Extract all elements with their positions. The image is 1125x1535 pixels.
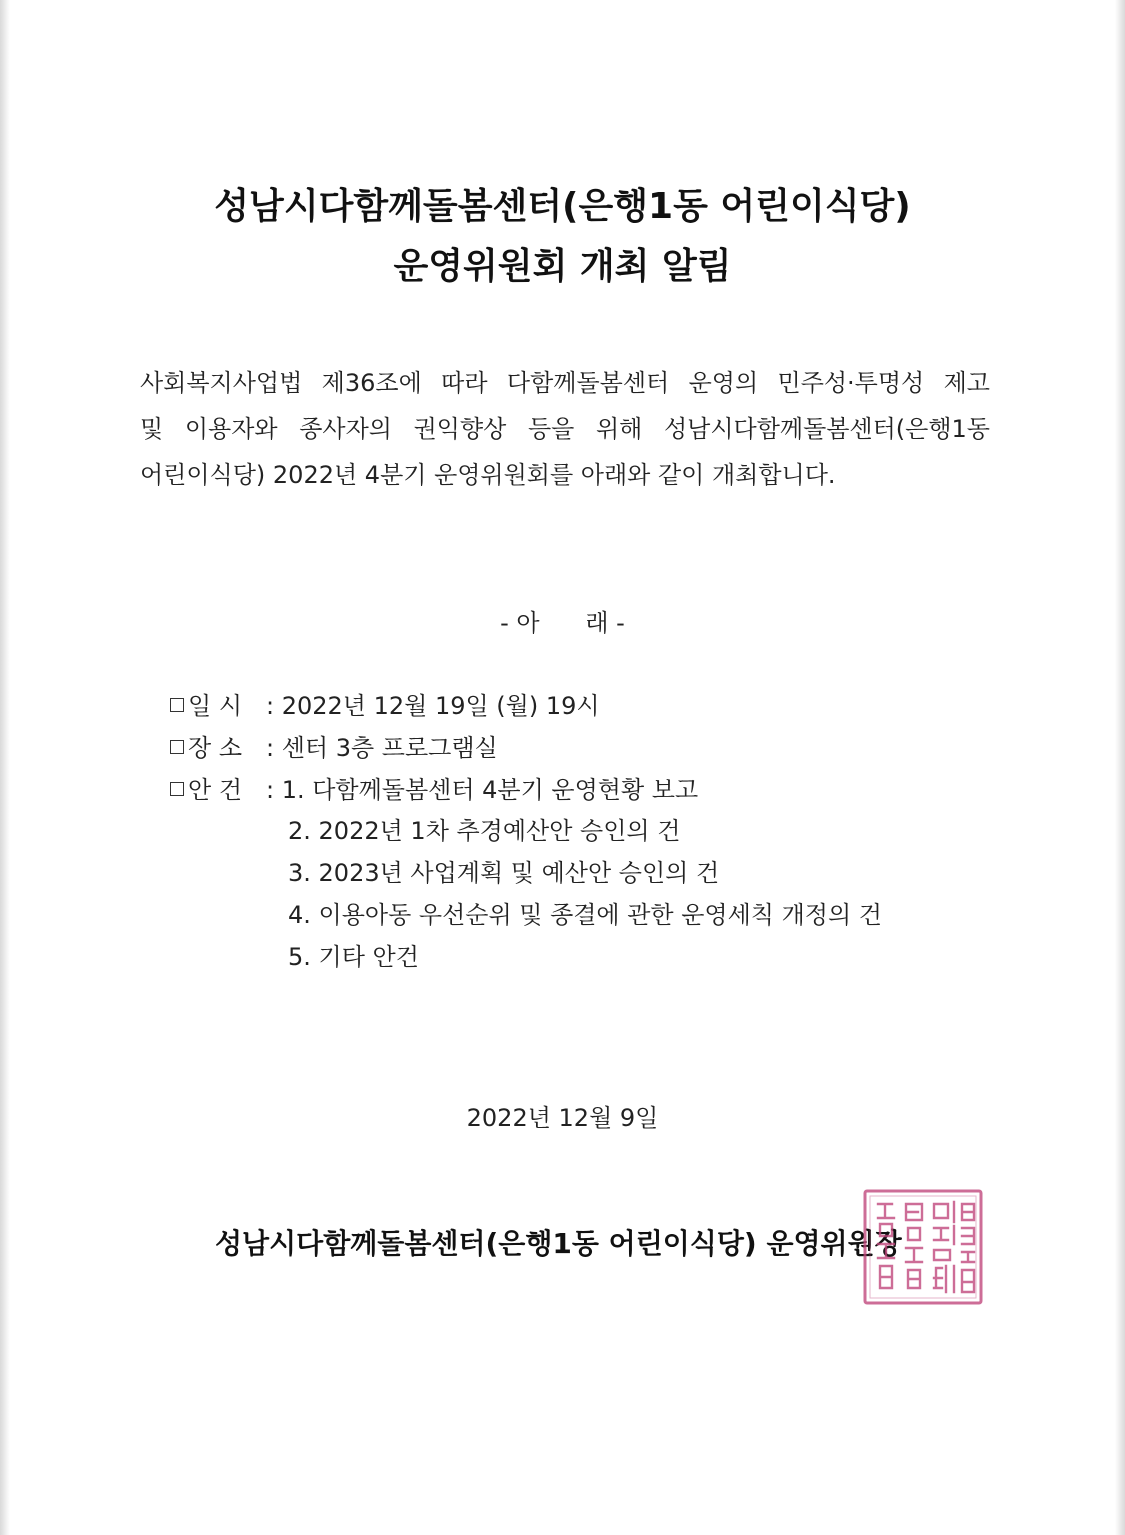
signature-line: 성남시다함께돌봄센터(은행1동 어린이식당) 운영위원장 (215, 1227, 902, 1260)
detail-place-label: 장 소 (188, 734, 242, 762)
agenda-item-5: 5. 기타 안건 (288, 943, 419, 971)
agenda-item-2: 2. 2022년 1차 추경예산안 승인의 건 (288, 817, 681, 845)
agenda-item-4: 4. 이용아동 우선순위 및 종결에 관한 운영세칙 개정의 건 (288, 901, 882, 929)
detail-place (170, 728, 498, 768)
detail-datetime-value: : 2022년 12월 19일 (월) 19시 (266, 692, 600, 720)
agenda-item-1: : 1. 다함께돌봄센터 4분기 운영현황 보고 (266, 776, 699, 804)
intro-line-3: 어린이식당) 2022년 4분기 운영위원회를 아래와 같이 개최합니다. (140, 461, 836, 489)
detail-place-value: : 센터 3층 프로그램실 (266, 734, 498, 762)
notice-heading: - 아 래 - (500, 609, 625, 637)
detail-datetime-label: 일 시 (188, 692, 242, 720)
square-bullet-icon (170, 698, 184, 712)
square-bullet-icon (170, 740, 184, 754)
issue-date: 2022년 12월 9일 (466, 1104, 659, 1132)
intro-paragraph (140, 360, 990, 498)
agenda-item-3: 3. 2023년 사업계획 및 예산안 승인의 건 (288, 859, 720, 887)
document-title-line1: 성남시다함께돌봄센터(은행1동 어린이식당) (214, 186, 911, 227)
page-edge-right (1115, 0, 1125, 1535)
page-edge-left (0, 0, 10, 1535)
intro-line-1: 사회복지사업법 제36조에 따라 다함께돌봄센터 운영의 민주성·투명성 제고 (140, 369, 990, 397)
square-bullet-icon (170, 782, 184, 796)
intro-line-2: 및 이용자와 종사자의 권익향상 등을 위해 성남시다함께돌봄센터(은행1동 (140, 415, 990, 443)
detail-datetime (170, 686, 600, 726)
document-title-line2: 운영위원회 개최 알림 (393, 246, 732, 287)
official-seal-stamp (862, 1188, 984, 1306)
detail-agenda (170, 770, 698, 810)
detail-agenda-label: 안 건 (188, 776, 242, 804)
